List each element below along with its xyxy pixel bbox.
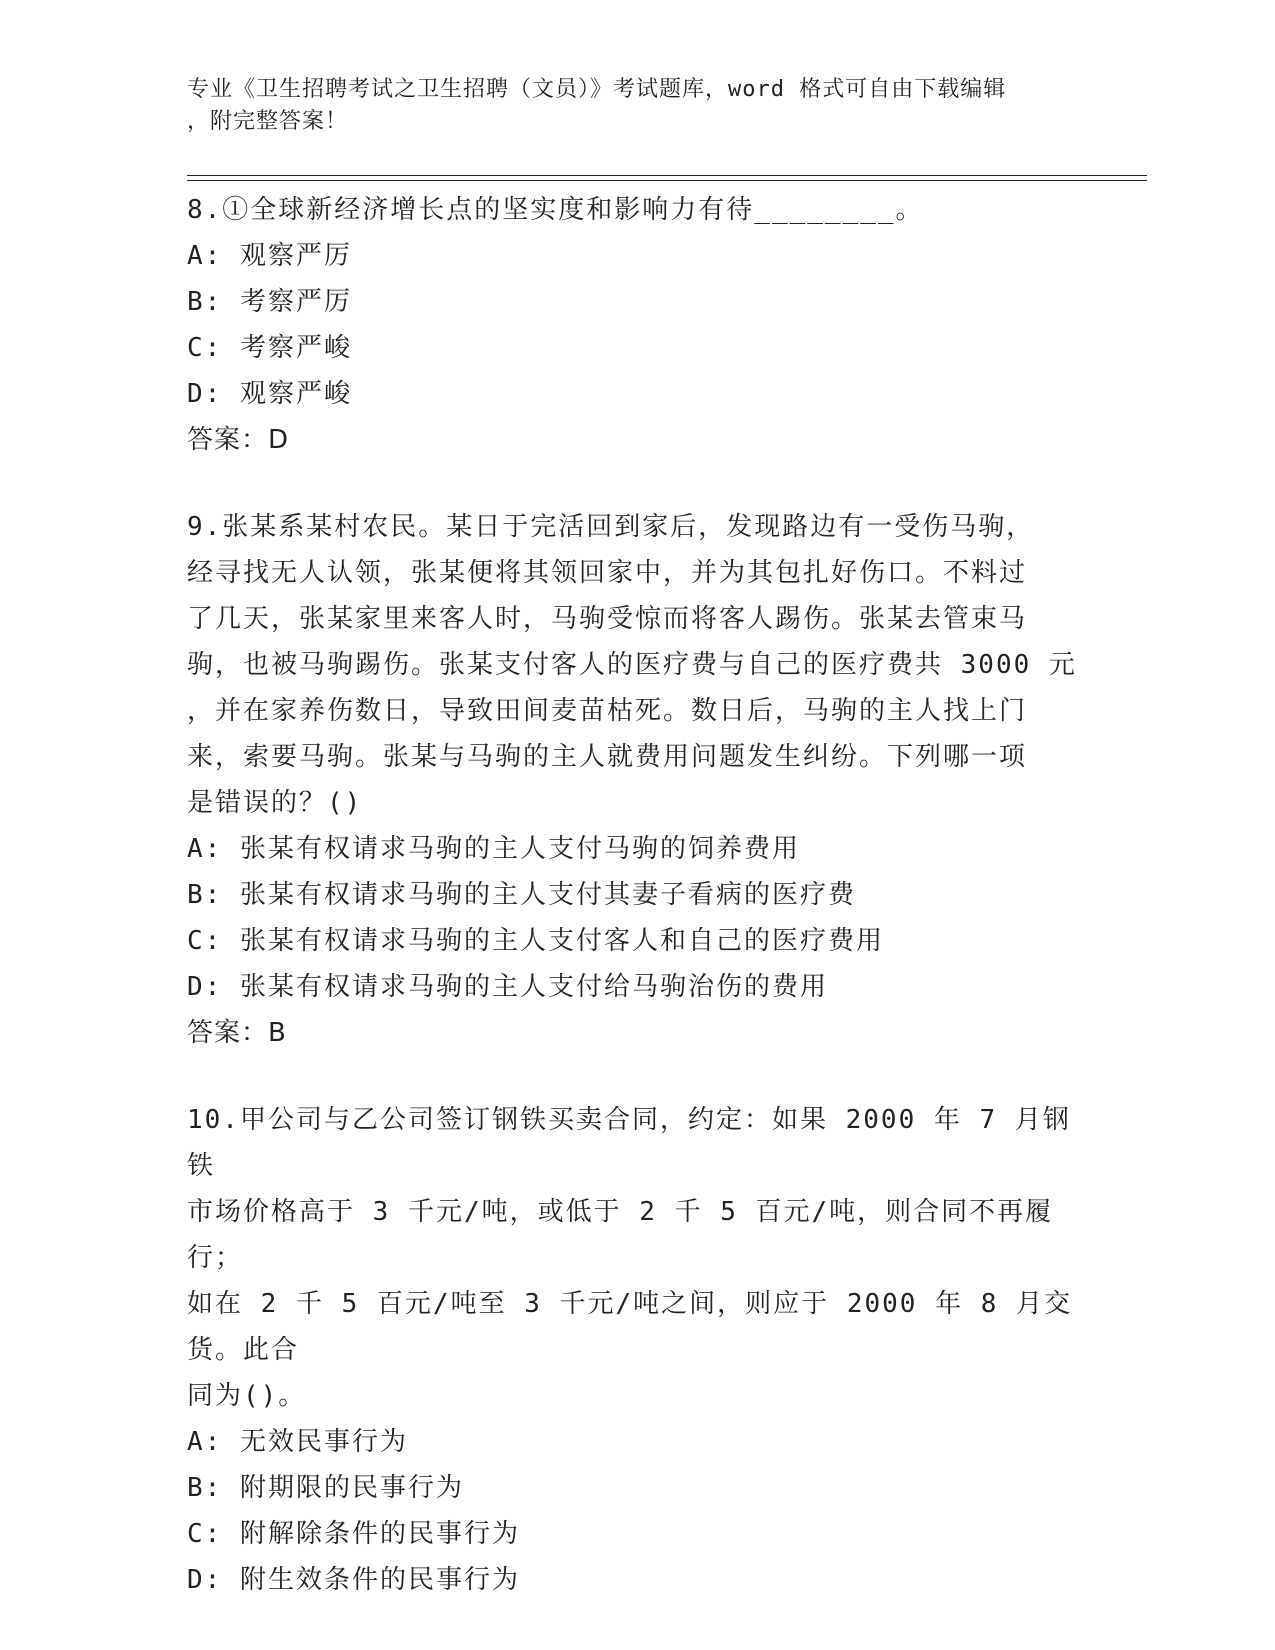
question-9-text-line-5: ，并在家养伤数日，导致田间麦苗枯死。数日后，马驹的主人找上门 xyxy=(187,696,1028,726)
question-8 xyxy=(187,187,1077,463)
header-divider-bottom xyxy=(187,180,1147,181)
header-line-2: ，附完整答案！ xyxy=(187,109,349,134)
question-10-text-line-1: 10.甲公司与乙公司签订钢铁买卖合同，约定：如果 2000 年 7 月钢铁 xyxy=(187,1105,1071,1181)
question-9-text-line-3: 了几天，张某家里来客人时，马驹受惊而将客人踢伤。张某去管束马 xyxy=(187,604,1028,634)
question-9-option-b: B: 张某有权请求马驹的主人支付其妻子看病的医疗费 xyxy=(187,880,856,910)
question-8-option-d: D: 观察严峻 xyxy=(187,379,352,409)
header-line-1: 专业《卫生招聘考试之卫生招聘（文员）》考试题库，word 格式可自由下载编辑 xyxy=(187,77,1007,102)
question-8-option-a: A: 观察严厉 xyxy=(187,241,352,271)
question-8-option-b: B: 考察严厉 xyxy=(187,287,352,317)
header-divider-top xyxy=(187,175,1147,176)
question-9-answer: 答案：B xyxy=(187,1018,287,1048)
question-10-text-line-3: 如在 2 千 5 百元/吨至 3 千元/吨之间，则应于 2000 年 8 月交货。此合 xyxy=(187,1289,1073,1365)
question-9-text-line-7: 是错误的？() xyxy=(187,788,363,818)
question-10-option-d: D: 附生效条件的民事行为 xyxy=(187,1565,520,1595)
question-9-text-line-6: 来，索要马驹。张某与马驹的主人就费用问题发生纠纷。下列哪一项 xyxy=(187,742,1028,772)
question-9-text-line-2: 经寻找无人认领，张某便将其领回家中，并为其包扎好伤口。不料过 xyxy=(187,558,1028,588)
question-9-option-d: D: 张某有权请求马驹的主人支付给马驹治伤的费用 xyxy=(187,972,828,1002)
question-10-option-c: C: 附解除条件的民事行为 xyxy=(187,1519,520,1549)
question-10-option-a: A: 无效民事行为 xyxy=(187,1427,408,1457)
question-9-option-c: C: 张某有权请求马驹的主人支付客人和自己的医疗费用 xyxy=(187,926,884,956)
document-header xyxy=(187,74,1067,138)
question-8-answer: 答案：D xyxy=(187,425,290,455)
question-10-text-line-2: 市场价格高于 3 千元/吨，或低于 2 千 5 百元/吨，则合同不再履行； xyxy=(187,1197,1054,1273)
question-9-text-line-1: 9.张某系某村农民。某日于完活回到家后，发现路边有一受伤马驹， xyxy=(187,512,1035,542)
question-10 xyxy=(187,1097,1077,1603)
question-8-text: 8.①全球新经济增长点的坚实度和影响力有待________。 xyxy=(187,195,924,225)
question-9-option-a: A: 张某有权请求马驹的主人支付马驹的饲养费用 xyxy=(187,834,800,864)
question-10-text-line-4: 同为()。 xyxy=(187,1381,307,1411)
question-9 xyxy=(187,504,1077,1056)
question-9-text-line-4: 驹，也被马驹踢伤。张某支付客人的医疗费与自己的医疗费共 3000 元 xyxy=(187,650,1077,680)
question-8-option-c: C: 考察严峻 xyxy=(187,333,352,363)
question-10-option-b: B: 附期限的民事行为 xyxy=(187,1473,464,1503)
